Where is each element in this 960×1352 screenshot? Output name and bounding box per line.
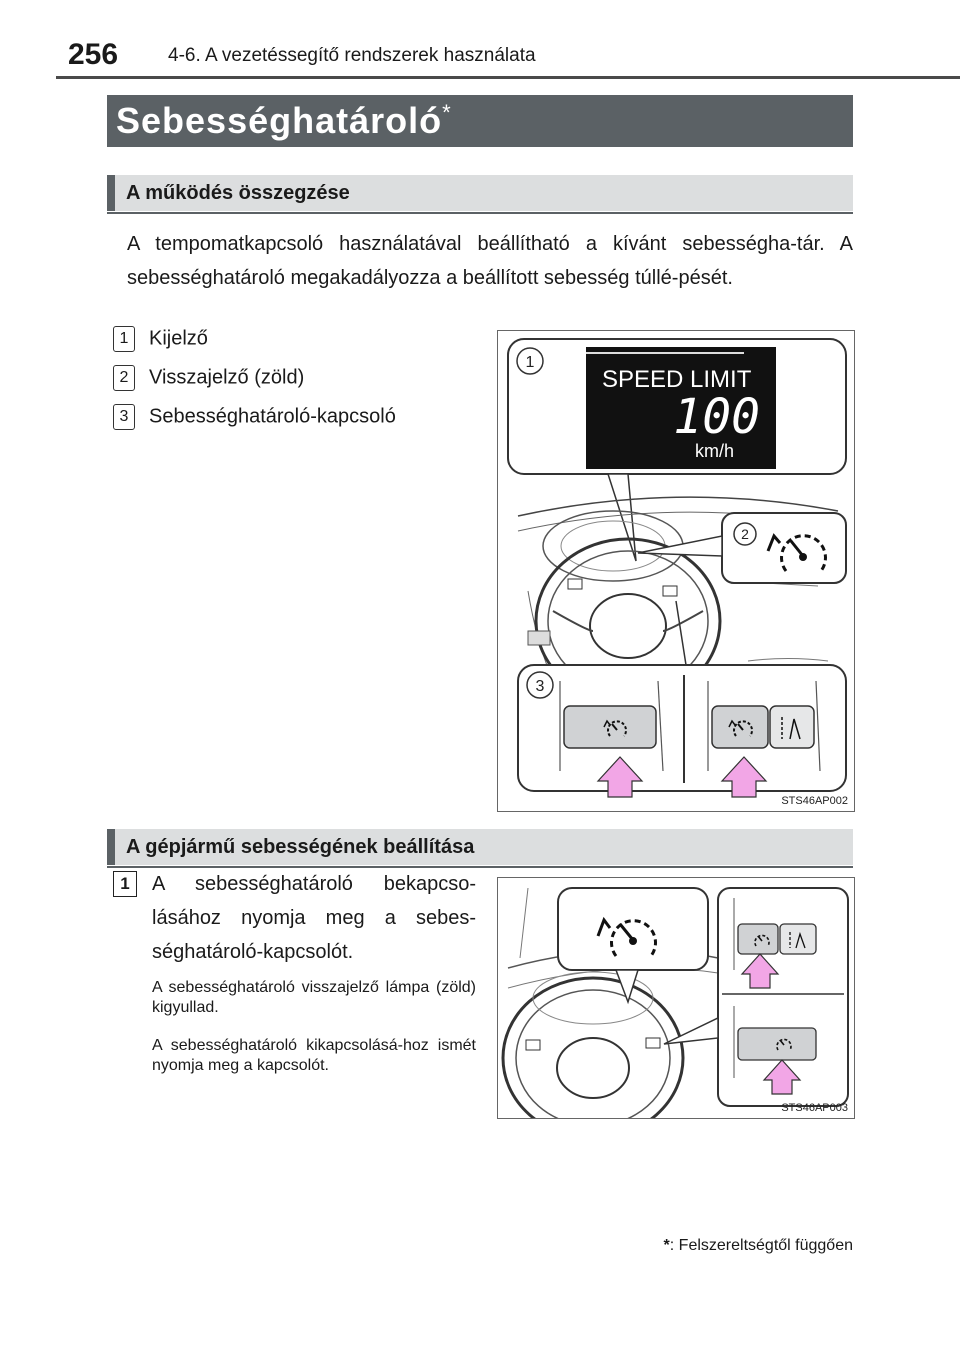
callout-3: 3: [535, 678, 545, 695]
page-title-text: Sebességhatároló: [116, 100, 443, 141]
legend-item: [113, 365, 304, 391]
footnote-star: *: [663, 1237, 670, 1254]
callout-1: 1: [525, 354, 535, 371]
page-number: 256: [68, 38, 119, 71]
page-title: [116, 100, 452, 142]
header-rule: [56, 76, 960, 79]
footnote-text: : Felszereltségtől függően: [669, 1237, 853, 1254]
legend-item: [113, 404, 396, 430]
figure-code: STS46AP002: [781, 795, 848, 807]
section-heading-summary: [107, 175, 853, 211]
step-note: A sebességhatároló visszajelző lámpa (zöld) kigyullad.: [152, 979, 476, 1016]
legend-label: Visszajelző (zöld): [149, 366, 305, 389]
display-title: SPEED LIMIT: [602, 366, 752, 393]
figure-speed-limiter-activation: [497, 877, 855, 1119]
title-star: *: [442, 100, 452, 125]
section-heading-speed-setting: [107, 829, 853, 865]
footnote: [664, 1237, 853, 1255]
step-text: A sebességhatároló bekapcso-lásához nyomja meg a sebes-séghatároló-kapcsolót.: [152, 873, 476, 963]
callout-2: 2: [741, 526, 749, 542]
display-value: 100: [673, 389, 760, 445]
step-note: A sebességhatároló kikapcsolásá-hoz ismét nyomja meg a kapcsolót.: [152, 1037, 476, 1074]
legend-label: Kijelző: [149, 327, 208, 350]
legend-label: Sebességhatároló-kapcsoló: [149, 405, 396, 428]
intro-paragraph: A tempomatkapcsoló használatával beállítható a kívánt sebességha-tár. A sebességhatároló megakadályozza a beállított sebesség túllé-pését.: [127, 233, 853, 289]
section-title: A működés összegzése: [126, 182, 350, 204]
figure-code: STS46AP003: [781, 1102, 848, 1114]
section-title: A gépjármű sebességének beállítása: [126, 836, 475, 858]
display-unit: km/h: [694, 441, 734, 461]
chapter-title: 4-6. A vezetéssegítő rendszerek használata: [168, 45, 536, 66]
figure-speed-limiter-overview: [497, 330, 855, 812]
step-number: 1: [113, 871, 137, 897]
figure-illustration: [498, 878, 854, 1118]
legend-number: 2: [113, 365, 135, 391]
legend-number: 1: [113, 326, 135, 352]
legend-number: 3: [113, 404, 135, 430]
legend-item: [113, 326, 208, 352]
figure-illustration: [498, 331, 854, 811]
